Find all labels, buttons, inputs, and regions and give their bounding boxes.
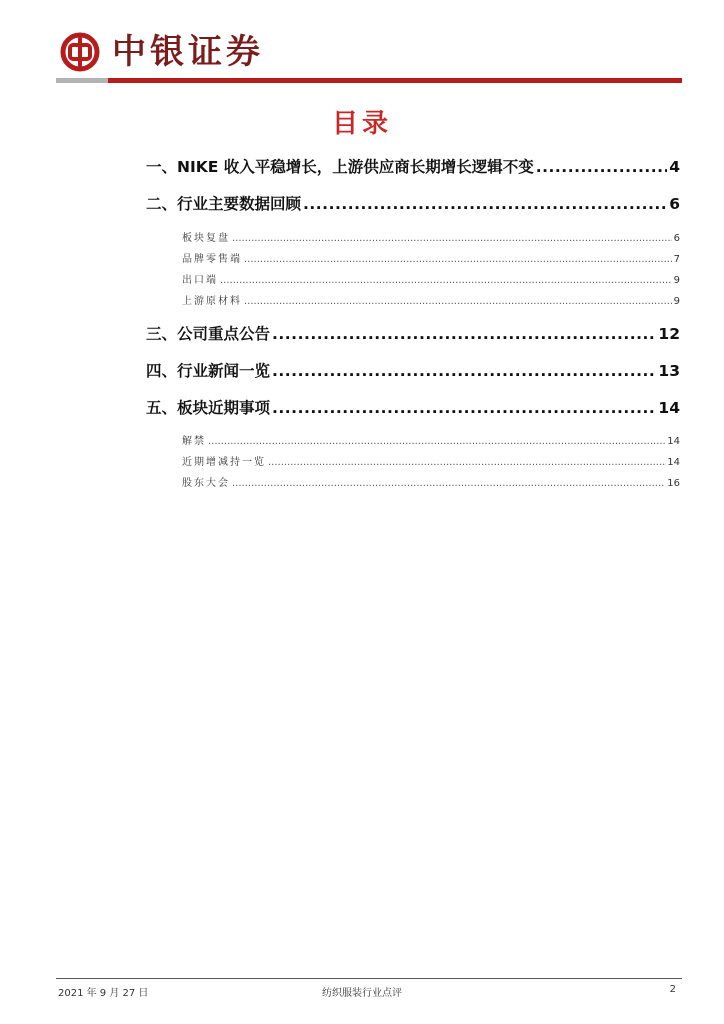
toc-subentry-raw-materials[interactable] (182, 292, 680, 307)
toc-entry-page: 6 (669, 195, 680, 213)
toc-entry-text: 板块复盘 (182, 233, 230, 244)
toc-entry-company-announcements[interactable] (146, 322, 680, 344)
toc-entry-page: 6 (673, 233, 680, 244)
toc-entry-page: 7 (673, 254, 680, 265)
toc-entry-page: 12 (658, 325, 680, 343)
toc-subentry-lockup-expiry[interactable] (182, 432, 680, 447)
toc-entry-page: 16 (667, 478, 680, 489)
dot-leader (536, 158, 667, 176)
toc-entry-text: 品牌零售端 (182, 254, 242, 265)
brand-name: 中银证券 (112, 32, 264, 72)
toc-entry-text: 一、NIKE 收入平稳增长，上游供应商长期增长逻辑不变 (146, 158, 534, 176)
dot-leader (303, 195, 667, 213)
dot-leader (272, 325, 656, 343)
toc-entry-text: 解禁 (182, 436, 206, 447)
dot-leader (268, 457, 665, 468)
toc-subentry-export[interactable] (182, 271, 680, 286)
toc-entry-sector-events[interactable] (146, 396, 680, 418)
toc-entry-page: 14 (667, 457, 680, 468)
toc-entry-industry-news[interactable] (146, 359, 680, 381)
dot-leader (272, 399, 656, 417)
toc-entry-text: 近期增减持一览 (182, 457, 266, 468)
header-rule-gray (56, 78, 108, 83)
dot-leader (232, 478, 665, 489)
footer-page-number: 2 (669, 984, 676, 995)
toc-entry-page: 9 (673, 296, 680, 307)
toc-entry-text: 三、公司重点公告 (146, 325, 271, 343)
toc-entry-page: 4 (669, 158, 680, 176)
dot-leader (244, 296, 672, 307)
toc-entry-page: 14 (658, 399, 680, 417)
toc-entry-text: 二、行业主要数据回顾 (146, 195, 302, 213)
toc-entry-page: 13 (658, 362, 680, 380)
toc-entry-text: 上游原材料 (182, 296, 242, 307)
toc-entry-text: 股东大会 (182, 478, 230, 489)
toc-entry-industry-data[interactable] (146, 192, 680, 214)
toc-title: 目录 (331, 109, 392, 139)
footer-date: 2021 年 9 月 27 日 (58, 988, 149, 999)
toc-entry-text: 出口端 (182, 275, 218, 286)
toc-entry-nike[interactable] (146, 155, 680, 177)
footer-category: 纺织服装行业点评 (322, 988, 402, 999)
dot-leader (208, 436, 665, 447)
report-header (56, 28, 682, 78)
toc-subentry-brand-retail[interactable] (182, 250, 680, 265)
header-rule-red (108, 78, 682, 83)
dot-leader (244, 254, 672, 265)
toc-subentry-shareholder-meeting[interactable] (182, 474, 680, 489)
bank-of-china-logo-icon (60, 32, 100, 72)
toc-subentry-sector-review[interactable] (182, 229, 680, 244)
dot-leader (232, 233, 672, 244)
toc-entry-page: 14 (667, 436, 680, 447)
toc-entry-text: 四、行业新闻一览 (146, 362, 271, 380)
toc-entry-page: 9 (673, 275, 680, 286)
toc-subentry-shareholding-changes[interactable] (182, 453, 680, 468)
footer-rule (56, 978, 682, 979)
toc-entry-text: 五、板块近期事项 (146, 399, 271, 417)
dot-leader (272, 362, 656, 380)
dot-leader (220, 275, 672, 286)
